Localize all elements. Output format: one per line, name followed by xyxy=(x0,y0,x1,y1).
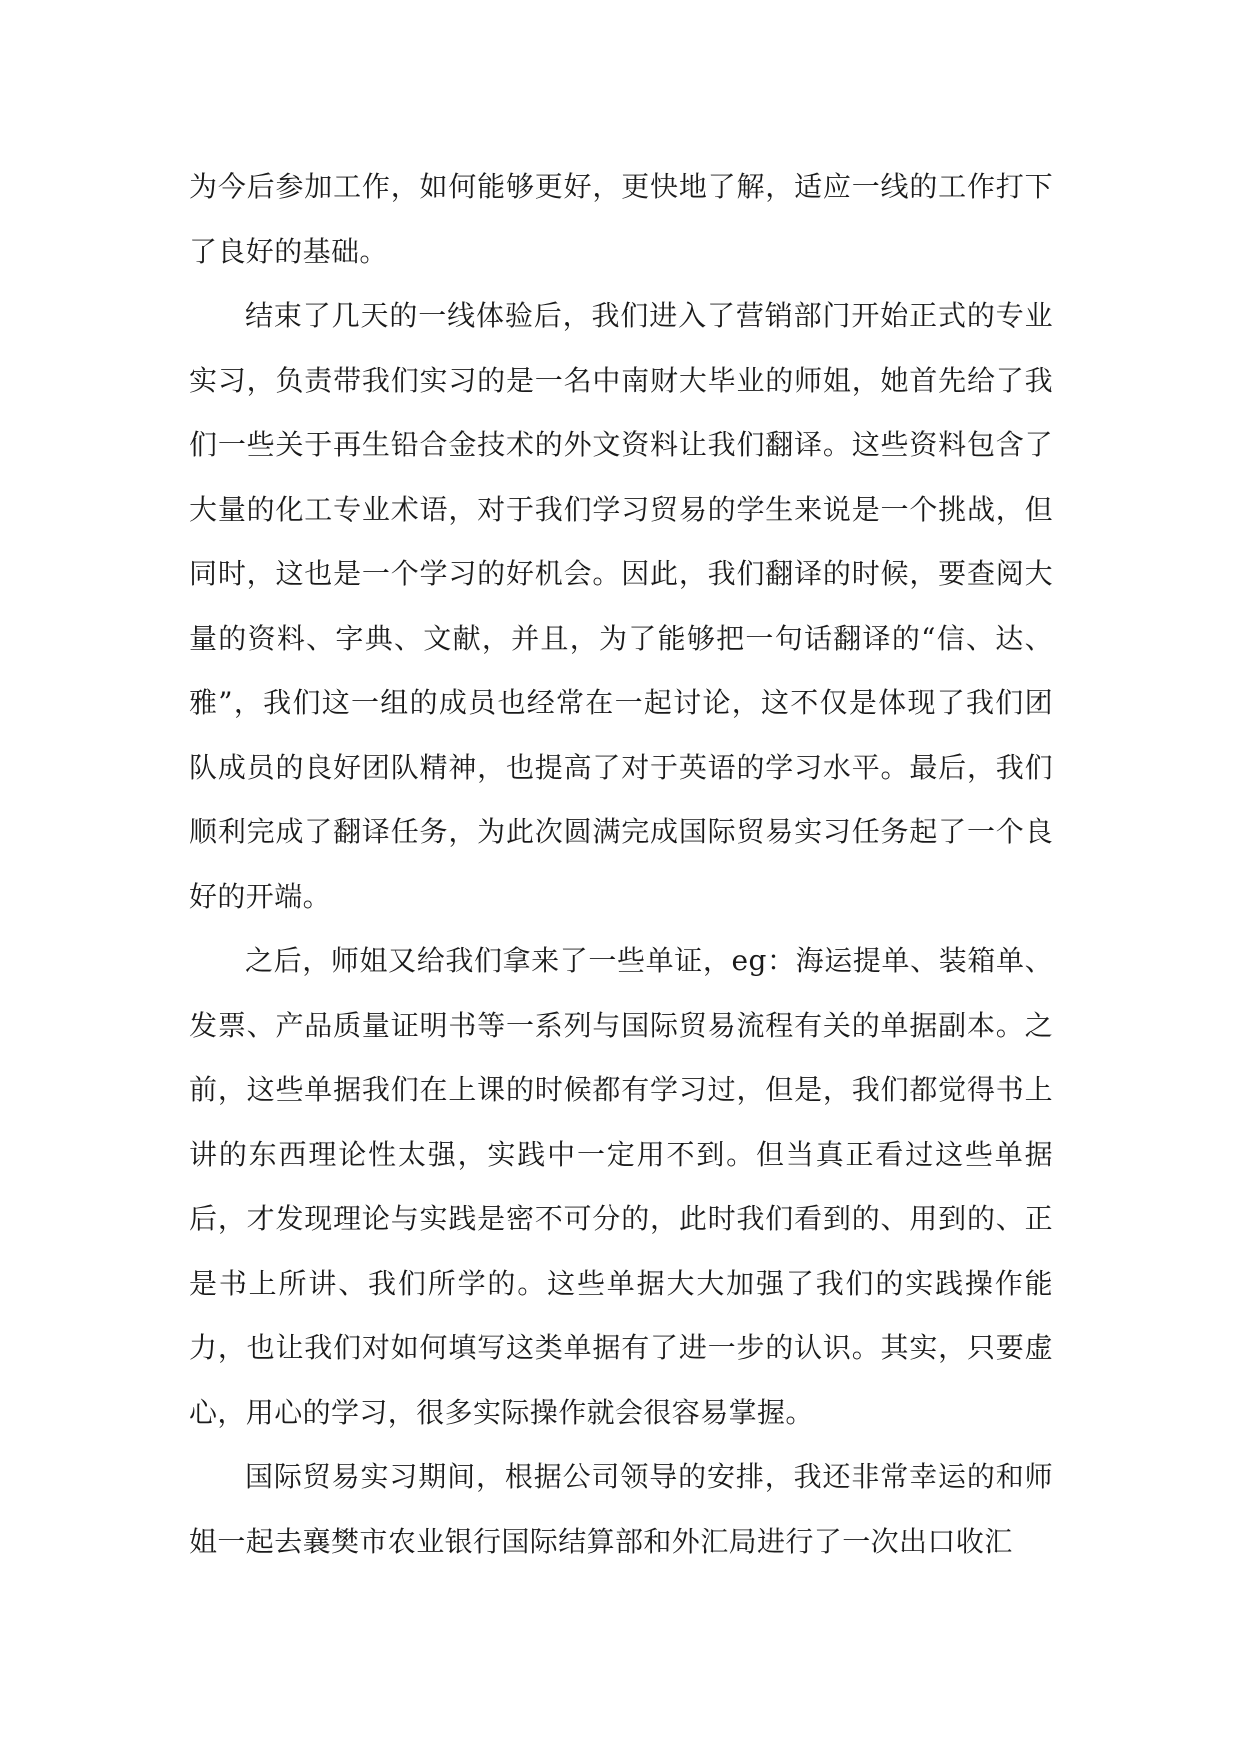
paragraph-4: 国际贸易实习期间，根据公司领导的安排，我还非常幸运的和师姐一起去襄樊市农业银行国际结算部和外汇局进行了一次出口收汇 xyxy=(189,1460,1053,1558)
paragraph-3: 之后，师姐又给我们拿来了一些单证，eg：海运提单、装箱单、发票、产品质量证明书等一系列与国际贸易流程有关的单据副本。之前，这些单据我们在上课的时候都有学习过，但是，我们都觉得书上讲的东西理论性太强，实践中一定用不到。但当真正看过这些单据后，才发现理论与实践是密不可分的，此时我们看到的、用到的、正是书上所讲、我们所学的。这些单据大大加强了我们的实践操作能力，也让我们对如何填写这类单据有了进一步的认识。其实，只要虚心，用心的学习，很多实际操作就会很容易掌握。 xyxy=(189,944,1053,1429)
document-body xyxy=(189,155,1053,1574)
paragraph-2: 结束了几天的一线体验后，我们进入了营销部门开始正式的专业实习，负责带我们实习的是一名中南财大毕业的师姐，她首先给了我们一些关于再生铅合金技术的外文资料让我们翻译。这些资料包含了大量的化工专业术语，对于我们学习贸易的学生来说是一个挑战，但同时，这也是一个学习的好机会。因此，我们翻译的时候，要查阅大量的资料、字典、文献，并且，为了能够把一句话翻译的“信、达、雅”，我们这一组的成员也经常在一起讨论，这不仅是体现了我们团队成员的良好团队精神，也提高了对于英语的学习水平。最后，我们顺利完成了翻译任务，为此次圆满完成国际贸易实习任务起了一个良好的开端。 xyxy=(189,299,1053,913)
paragraph-1: 为今后参加工作，如何能够更好，更快地了解，适应一线的工作打下了良好的基础。 xyxy=(189,170,1053,268)
